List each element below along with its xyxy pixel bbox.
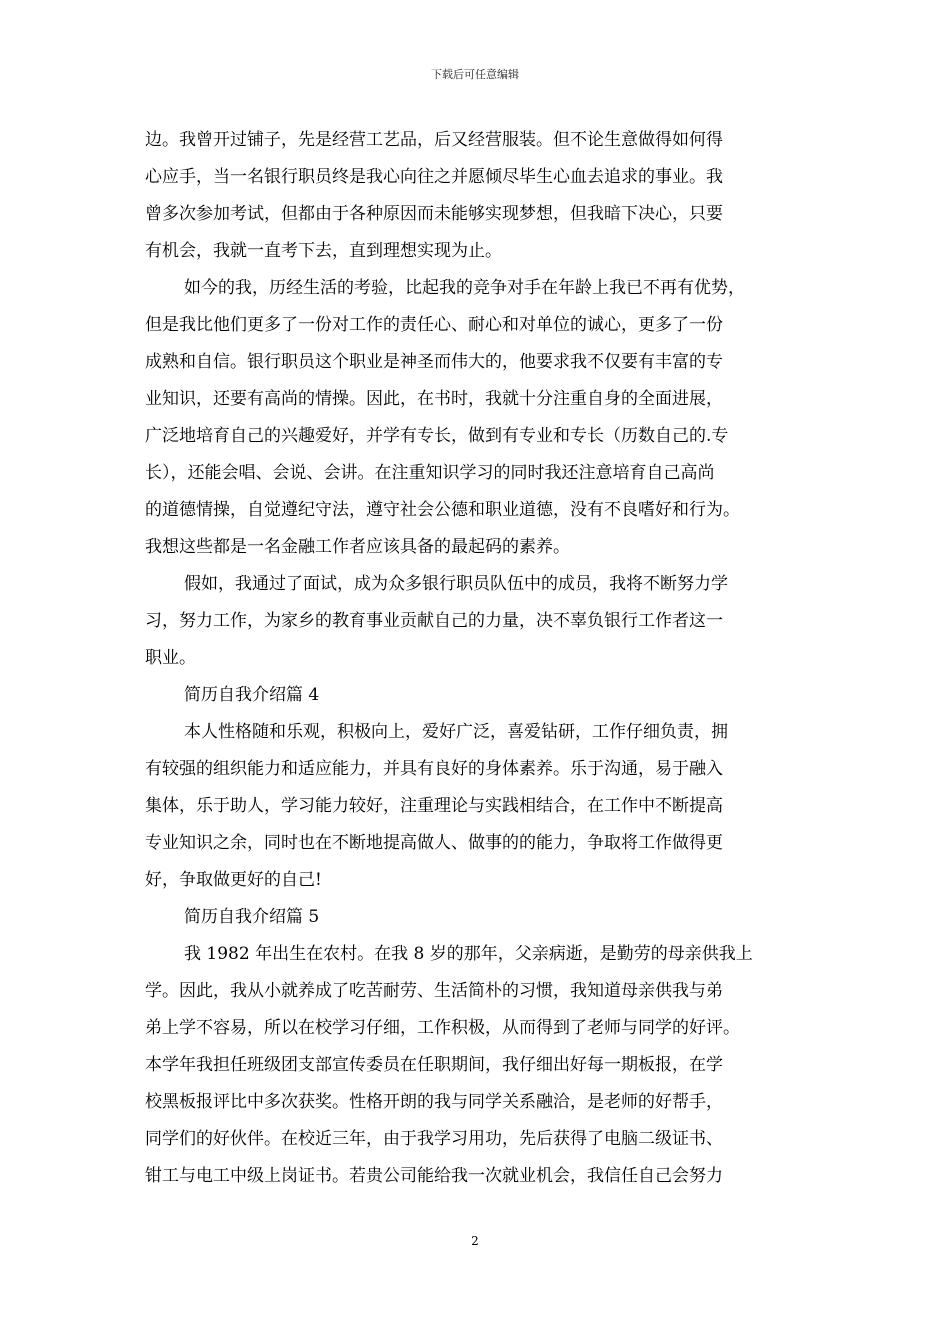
section-heading: 简历自我介绍篇 5 [184, 907, 320, 927]
text-line: 职业。 [145, 648, 196, 668]
text-line: 我想这些都是一名金融工作者应该具备的最起码的素养。 [145, 537, 570, 557]
text-line: 曾多次参加考试，但都由于各种原因而未能够实现梦想，但我暗下决心，只要 [145, 204, 723, 224]
text-line: 校黑板报评比中多次获奖。性格开朗的我与同学关系融洽，是老师的好帮手， [145, 1092, 723, 1112]
text-line: 我 1982 年出生在农村。在我 8 岁的那年，父亲病逝，是勤劳的母亲供我上 [184, 944, 753, 964]
text-line: 假如，我通过了面试，成为众多银行职员队伍中的成员，我将不断努力学 [184, 574, 728, 594]
text-line: 同学们的好伙伴。在校近三年，由于我学习用功，先后获得了电脑二级证书、 [145, 1129, 723, 1149]
text-line: 业知识，还要有高尚的情操。因此，在书时，我就十分注重自身的全面进展， [145, 389, 723, 409]
text-line: 集体，乐于助人，学习能力较好，注重理论与实践相结合，在工作中不断提高 [145, 796, 723, 816]
page-number: 2 [471, 1234, 479, 1248]
text-line: 钳工与电工中级上岗证书。若贵公司能给我一次就业机会，我信任自己会努力 [145, 1166, 723, 1186]
text-line: 的道德情操，自觉遵纪守法，遵守社会公德和职业道德，没有不良嗜好和行为。 [145, 500, 740, 520]
text-line: 边。我曾开过铺子，先是经营工艺品，后又经营服装。但不论生意做得如何得 [145, 130, 723, 150]
text-line: 学。因此，我从小就养成了吃苦耐劳、生活简朴的习惯，我知道母亲供我与弟 [145, 981, 723, 1001]
text-line: 弟上学不容易，所以在校学习仔细，工作积极，从而得到了老师与同学的好评。 [145, 1018, 740, 1038]
text-line: 心应手，当一名银行职员终是我心向往之并愿倾尽毕生心血去追求的事业。我 [145, 167, 723, 187]
text-line: 专业知识之余，同时也在不断地提高做人、做事的的能力，争取将工作做得更 [145, 833, 723, 853]
text-line: 本学年我担任班级团支部宣传委员在任职期间，我仔细出好每一期板报，在学 [145, 1055, 723, 1075]
text-line: 成熟和自信。银行职员这个职业是神圣而伟大的，他要求我不仅要有丰富的专 [145, 352, 723, 372]
text-line: 有机会，我就一直考下去，直到理想实现为止。 [145, 241, 502, 261]
text-line: 如今的我，历经生活的考验，比起我的竞争对手在年龄上我已不再有优势， [184, 278, 745, 298]
text-line: 长），还能会唱、会说、会讲。在注重知识学习的同时我还注意培育自己高尚 [145, 463, 715, 483]
text-line: 好，争取做更好的自己! [145, 870, 322, 890]
text-line: 但是我比他们更多了一份对工作的责任心、耐心和对单位的诚心，更多了一份 [145, 315, 723, 335]
page-header: 下载后可任意编辑 [431, 68, 519, 81]
text-line: 习，努力工作，为家乡的教育事业贡献自己的力量，决不辜负银行工作者这一 [145, 611, 723, 631]
document-body [145, 122, 809, 1195]
text-line: 广泛地培育自己的兴趣爱好，并学有专长，做到有专业和专长（历数自己的.专 [145, 426, 729, 446]
text-line: 有较强的组织能力和适应能力，并具有良好的身体素养。乐于沟通，易于融入 [145, 759, 723, 779]
text-line: 本人性格随和乐观，积极向上，爱好广泛，喜爱钻研，工作仔细负责，拥 [184, 722, 728, 742]
section-heading: 简历自我介绍篇 4 [184, 685, 320, 705]
